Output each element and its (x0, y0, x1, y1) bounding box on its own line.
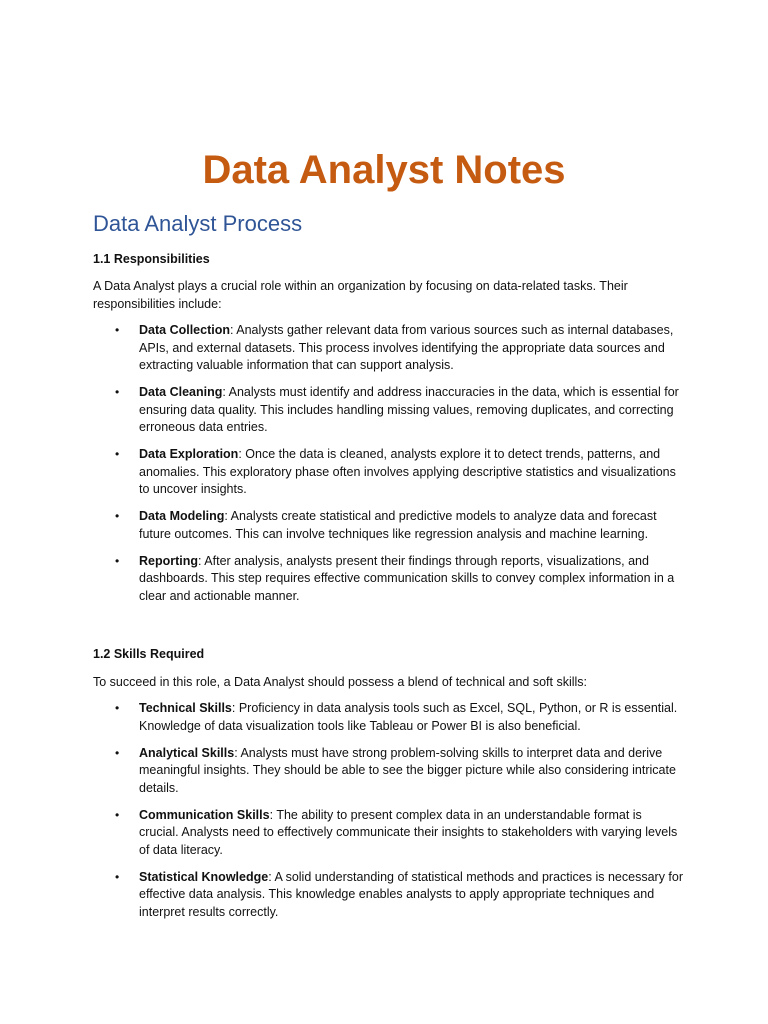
section-heading: Data Analyst Process (93, 211, 303, 236)
bullet-term: Data Exploration (139, 447, 239, 461)
document-title: Data Analyst Notes (202, 148, 566, 192)
bullet-icon: • (115, 385, 120, 399)
bullet-term: Data Modeling (139, 509, 225, 523)
bullet-icon: • (115, 745, 120, 760)
list-item (93, 446, 683, 499)
bullet-icon: • (115, 869, 120, 884)
responsibilities-heading: 1.1 Responsibilities (93, 252, 210, 266)
list-item (93, 553, 683, 606)
responsibilities-list (93, 322, 683, 615)
bullet-text: : Analysts must have strong problem-solving skills to interpret data and derive meaningful insights. They should be able to see the bigger picture while also considering intricate details. (139, 745, 676, 795)
bullet-term: Reporting (139, 553, 199, 568)
bullet-text: : Proficiency in data analysis tools such as Excel, SQL, Python, or R is essential. Knowledge of data visualization tools like Tableau or Power BI is also beneficial. (139, 701, 678, 733)
bullet-term: Technical Skills (139, 701, 232, 715)
bullet-text: : The ability to present complex data in an understandable format is crucial. Analysts need to effectively communicate their insights to stakeholders with varying levels of data literacy. (139, 807, 678, 857)
bullet-term: Data Cleaning (139, 385, 223, 399)
bullet-text: : After analysis, analysts present their findings through reports, visualizations, and dashboards. This step requires effective communication skills to convey complex information in a clear and actionable manner. (139, 553, 675, 603)
bullet-term: Communication Skills (139, 807, 270, 822)
skills-intro: To succeed in this role, a Data Analyst should possess a blend of technical and soft skills: (93, 675, 588, 689)
bullet-text: : Analysts create statistical and predictive models to analyze data and forecast future outcomes. This can involve techniques like regression analysis and machine learning. (139, 509, 657, 541)
list-item (93, 322, 683, 375)
list-item (93, 807, 683, 860)
list-item (93, 869, 683, 922)
skills-list (93, 700, 683, 931)
bullet-text: : Analysts gather relevant data from various sources such as internal databases, APIs, and external datasets. This process involves identifying the appropriate data sources and extracting valuable information that can support analysis. (139, 323, 674, 372)
bullet-icon: • (115, 447, 120, 461)
list-item (93, 508, 683, 543)
skills-heading: 1.2 Skills Required (93, 647, 205, 661)
list-item (93, 745, 683, 798)
responsibilities-intro: A Data Analyst plays a crucial role within an organization by focusing on data-related tasks. Their responsibilities include: (93, 279, 628, 311)
list-item (93, 384, 683, 437)
bullet-term: Statistical Knowledge (139, 869, 269, 884)
bullet-icon: • (115, 553, 120, 568)
bullet-text: : A solid understanding of statistical methods and practices is necessary for effective data analysis. This knowledge enables analysts to apply appropriate techniques and interpret results correctly. (139, 869, 684, 919)
bullet-icon: • (115, 323, 120, 337)
bullet-icon: • (115, 807, 120, 822)
bullet-icon: • (115, 509, 120, 523)
bullet-term: Analytical Skills (139, 745, 235, 760)
bullet-term: Data Collection (139, 323, 230, 337)
bullet-icon: • (115, 701, 120, 715)
list-item (93, 700, 683, 735)
bullet-text: : Analysts must identify and address inaccuracies in the data, which is essential for ensuring data quality. This includes handling missing values, removing duplicates, and correcting erroneous data entries. (139, 385, 679, 434)
bullet-text: : Once the data is cleaned, analysts explore it to detect trends, patterns, and anomalies. This exploratory phase often involves applying descriptive statistics and visualizations to uncover insights. (139, 447, 676, 496)
